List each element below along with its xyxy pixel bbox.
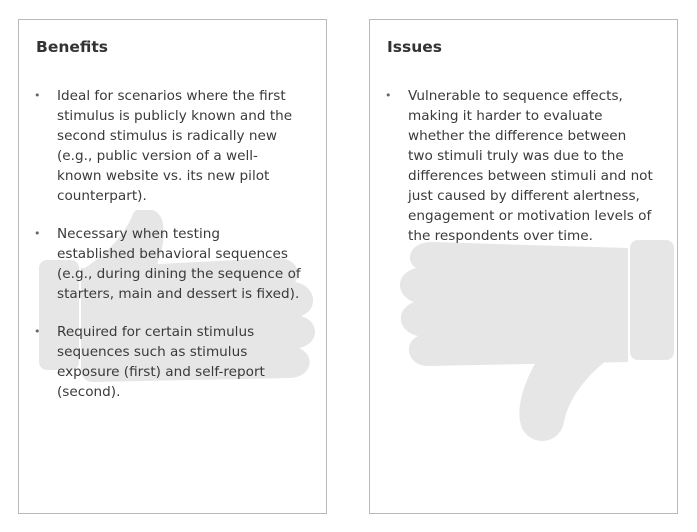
benefits-title: Benefits (36, 38, 108, 56)
issues-title: Issues (387, 38, 442, 56)
benefit-text: Necessary when testing established behavioral sequences (e.g., during dining the sequence of starters, main and dessert is fixed). (57, 226, 301, 302)
list-item (19, 322, 326, 402)
bullet: • (34, 227, 41, 240)
list-item (19, 224, 326, 304)
bullet: • (34, 89, 41, 102)
benefit-text: Ideal for scenarios where the first stimulus is publicly known and the second stimulus is radically new (e.g., public version of a well-known website vs. its new pilot counterpart). (57, 88, 293, 204)
bullet: • (385, 89, 392, 102)
benefits-card (18, 19, 327, 514)
benefit-text: Required for certain stimulus sequences such as stimulus exposure (first) and self-report (second). (57, 324, 265, 400)
issues-card (369, 19, 678, 514)
issues-list (370, 86, 677, 264)
issue-text: Vulnerable to sequence effects, making it harder to evaluate whether the difference between two stimuli truly was due to the differences between stimuli and not just caused by different alertness, engagement or motivation levels of the respondents over time. (408, 88, 653, 244)
bullet: • (34, 325, 41, 338)
benefits-list (19, 86, 326, 420)
list-item (370, 86, 677, 246)
list-item (19, 86, 326, 206)
thumbs-down-icon (392, 230, 678, 460)
